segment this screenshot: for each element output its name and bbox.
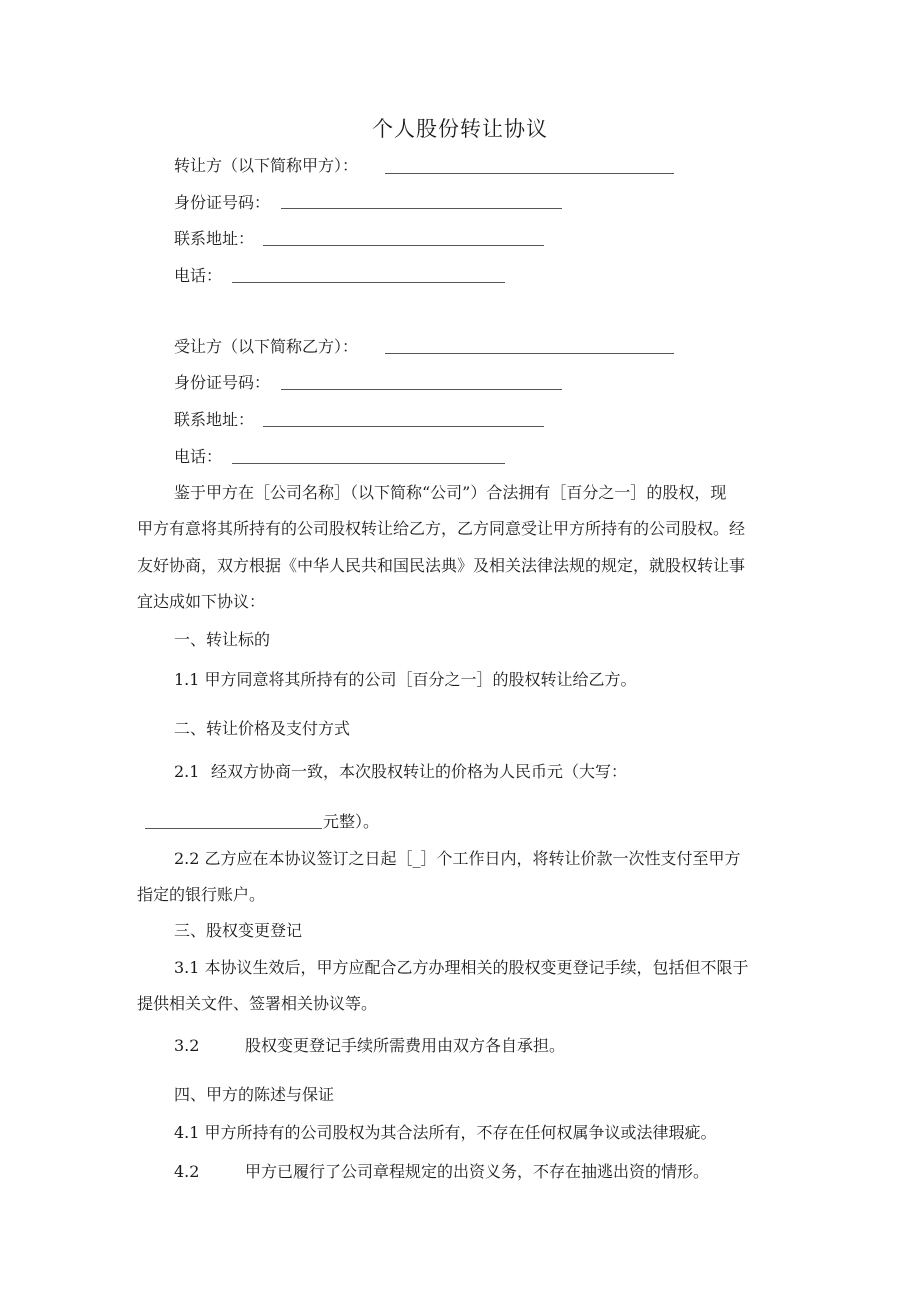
clause-4-2-number: 4.2 <box>174 1162 200 1181</box>
party-b-label: 受让方（以下简称乙方）： <box>174 337 359 356</box>
clause-2-2-line: 2.2 乙方应在本协议签订之日起［_］个工作日内，将转让价款一次性支付至甲方 <box>174 849 741 868</box>
clause-3-2-text: 股权变更登记手续所需费用由双方各自承担。 <box>245 1036 566 1055</box>
clause-1-1: 1.1 甲方同意将其所持有的公司［百分之一］的股权转让给乙方。 <box>174 670 637 689</box>
preamble-line: 宜达成如下协议： <box>137 592 266 611</box>
party-a-address-blank <box>263 245 544 246</box>
preamble-line: 友好协商，双方根据《中华人民共和国民法典》及相关法律法规的规定，就股权转让事 <box>137 556 746 575</box>
party-b-id-blank <box>281 389 562 390</box>
section-1-heading: 一、转让标的 <box>174 630 271 649</box>
document-title: 个人股份转让协议 <box>372 117 548 141</box>
preamble-line: 甲方有意将其所持有的公司股权转让给乙方，乙方同意受让甲方所持有的公司股权。经 <box>137 519 746 538</box>
clause-4-1: 4.1 甲方所持有的公司股权为其合法所有，不存在任何权属争议或法律瑕疵。 <box>174 1123 717 1142</box>
clause-3-1-line: 提供相关文件、签署相关协议等。 <box>137 994 378 1013</box>
party-a-phone-label: 电话： <box>174 266 223 285</box>
section-3-heading: 三、股权变更登记 <box>174 921 303 940</box>
clause-4-2-text: 甲方已履行了公司章程规定的出资义务，不存在抽逃出资的情形。 <box>245 1162 710 1181</box>
party-a-phone-blank <box>232 282 505 283</box>
section-2-heading: 二、转让价格及支付方式 <box>174 719 351 738</box>
amount-in-words-blank <box>145 828 322 829</box>
clause-2-1-number: 2.1 <box>174 762 200 781</box>
party-b-phone-label: 电话： <box>174 447 223 466</box>
party-b-name-blank <box>385 353 674 354</box>
party-a-address-label: 联系地址： <box>174 229 255 248</box>
clause-3-1-line: 3.1 本协议生效后，甲方应配合乙方办理相关的股权变更登记手续，包括但不限于 <box>174 958 749 977</box>
section-4-heading: 四、甲方的陈述与保证 <box>174 1085 335 1104</box>
party-b-phone-blank <box>232 463 505 464</box>
party-b-address-blank <box>263 426 544 427</box>
clause-2-1-tail: 元整）。 <box>323 812 380 831</box>
clause-2-1-text: 经双方协商一致，本次股权转让的价格为人民币元（大写： <box>211 762 628 781</box>
party-a-id-label: 身份证号码： <box>174 193 271 212</box>
party-b-address-label: 联系地址： <box>174 410 255 429</box>
clause-2-2-line: 指定的银行账户。 <box>137 885 266 904</box>
party-a-label: 转让方（以下简称甲方）： <box>174 156 359 175</box>
party-a-name-blank <box>385 173 674 174</box>
party-a-id-blank <box>281 208 562 209</box>
clause-3-2-number: 3.2 <box>174 1036 200 1055</box>
party-b-id-label: 身份证号码： <box>174 373 271 392</box>
preamble-line: 鉴于甲方在［公司名称］（以下简称“公司”）合法拥有［百分之一］的股权，现 <box>174 483 727 502</box>
